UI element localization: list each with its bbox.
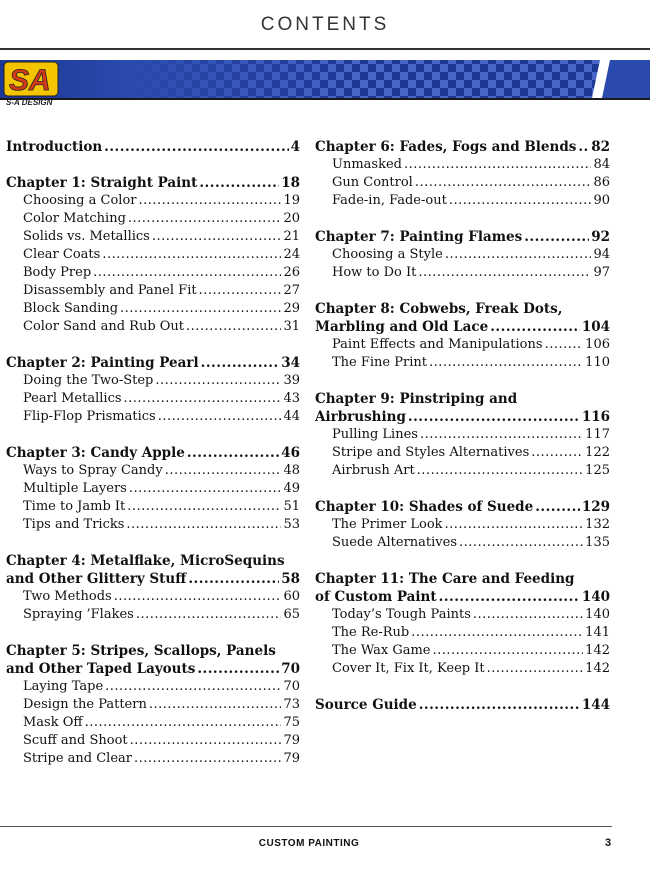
toc-page: 90 [593,193,610,208]
toc-entry[interactable] [6,516,300,534]
leader-dots [138,192,281,210]
toc-page: 135 [585,535,610,550]
leader-dots [129,480,282,498]
toc-label: Pulling Lines [332,427,418,442]
toc-page: 97 [593,265,610,280]
leader-dots [128,210,282,228]
leader-dots [130,732,282,750]
toc-label: Cover It, Fix It, Keep It [332,661,485,676]
toc-label: The Wax Game [332,643,431,658]
toc-label: Laying Tape [23,679,104,694]
toc-left-column [6,138,300,768]
toc-chapter-8-line1[interactable]: Chapter 8: Cobwebs, Freak Dots, [315,301,563,317]
toc-entry[interactable] [315,660,610,678]
leader-dots [445,246,592,264]
toc-label: Stripe and Styles Alternatives [332,445,530,460]
toc-chapter-8[interactable] [315,318,610,336]
leader-dots [445,516,584,534]
leader-dots [419,696,580,714]
toc-label: Today’s Tough Paints [332,607,471,622]
leader-dots [432,642,583,660]
toc-label: and Other Taped Layouts [6,661,196,677]
toc-page: 94 [593,247,610,262]
toc-label: Clear Coats [23,247,101,262]
toc-label: Unmasked [332,157,402,172]
toc-label: Solids vs. Metallics [23,229,150,244]
toc-page: 31 [283,319,300,334]
toc-label: and Other Glittery Stuff [6,571,187,587]
toc-entry[interactable] [6,462,300,480]
toc-chapter-4[interactable] [6,570,300,588]
leader-dots [418,264,591,282]
leader-dots [93,264,281,282]
toc-entry[interactable] [6,264,300,282]
leader-dots [85,714,282,732]
leader-dots [155,372,281,390]
toc-label: Disassembly and Panel Fit [23,283,197,298]
toc-page: 19 [283,193,300,208]
logo-text: SA [9,64,51,97]
toc-label: Two Methods [23,589,112,604]
toc-label: How to Do It [332,265,417,280]
toc-entry[interactable] [6,678,300,696]
leader-dots [487,660,584,678]
leader-dots [165,462,282,480]
toc-chapter-11-line1[interactable]: Chapter 11: The Care and Feeding [315,571,575,587]
toc-entry[interactable] [315,462,610,480]
toc-label: Choosing a Style [332,247,443,262]
toc-label: Multiple Layers [23,481,127,496]
leader-dots [490,318,580,336]
toc-entry[interactable] [315,246,610,264]
footer-rule [0,826,612,827]
leader-dots [531,444,583,462]
toc-entry[interactable] [315,516,610,534]
toc-page: 70 [281,661,300,677]
toc-entry[interactable] [6,300,300,318]
leader-dots [524,228,589,246]
leader-dots [545,336,584,354]
toc-label: of Custom Paint [315,589,437,605]
toc-page: 44 [283,409,300,424]
toc-entry[interactable] [315,606,610,624]
toc-entry[interactable] [315,354,610,372]
leader-dots [201,354,280,372]
toc-label: Airbrush Art [332,463,415,478]
toc-label: Gun Control [332,175,413,190]
toc-entry[interactable] [6,390,300,408]
toc-entry[interactable] [6,480,300,498]
toc-label: Block Sanding [23,301,119,316]
toc-chapter-2[interactable] [6,354,300,372]
toc-page: 53 [283,517,300,532]
toc-page: 116 [581,409,610,425]
leader-dots [459,534,583,552]
toc-page: 49 [283,481,300,496]
header-rule [0,48,650,50]
toc-entry[interactable] [6,372,300,390]
leader-dots [199,174,279,192]
toc-chapter-11[interactable] [315,588,610,606]
toc-entry[interactable] [6,588,300,606]
toc-page: 122 [585,445,610,460]
toc-entry[interactable] [6,732,300,750]
toc-label: Chapter 2: Painting Pearl [6,355,199,371]
toc-page: 79 [283,733,300,748]
toc-label: Chapter 1: Straight Paint [6,175,198,191]
toc-label: Chapter 10: Shades of Suede [315,499,534,515]
toc-entry[interactable] [315,534,610,552]
toc-entry[interactable] [6,498,300,516]
leader-dots [420,426,583,444]
toc-label: Design the Pattern [23,697,147,712]
toc-chapter-3[interactable] [6,444,300,462]
toc-page: 84 [593,157,610,172]
leader-dots [417,462,584,480]
leader-dots [102,246,281,264]
toc-chapter-9[interactable] [315,408,610,426]
toc-entry[interactable] [6,750,300,768]
toc-label: Color Sand and Rub Out [23,319,185,334]
toc-chapter-5[interactable] [6,660,300,678]
toc-page: 144 [581,697,610,713]
toc-page: 117 [585,427,610,442]
toc-page: 65 [283,607,300,622]
toc-label: Chapter 7: Painting Flames [315,229,523,245]
toc-page: 29 [283,301,300,316]
toc-page: 27 [283,283,300,298]
leader-dots [439,588,580,606]
toc-label: The Re-Rub [332,625,410,640]
toc-entry[interactable] [315,642,610,660]
toc-page: 58 [281,571,300,587]
toc-label: Choosing a Color [23,193,137,208]
sa-logo-icon [4,62,58,97]
toc-label: Ways to Spray Candy [23,463,163,478]
toc-entry[interactable] [315,156,610,174]
toc-page: 104 [581,319,610,335]
leader-dots [197,660,279,678]
leader-dots [134,750,281,768]
footer-book-title: CUSTOM PAINTING [258,838,360,849]
toc-entry[interactable] [6,192,300,210]
toc-label: Fade-in, Fade-out [332,193,447,208]
toc-label: The Fine Print [332,355,427,370]
leader-dots [136,606,282,624]
leader-dots [187,444,279,462]
toc-label: Tips and Tricks [23,517,125,532]
toc-page: 46 [281,445,300,461]
toc-label: Stripe and Clear [23,751,132,766]
toc-entry[interactable] [315,444,610,462]
toc-page: 60 [283,589,300,604]
toc-page: 18 [281,175,300,191]
leader-dots [149,696,282,714]
toc-label: Spraying ’Flakes [23,607,134,622]
toc-entry[interactable] [6,228,300,246]
toc-page: 48 [283,463,300,478]
toc-entry[interactable] [6,714,300,732]
toc-entry[interactable] [315,624,610,642]
toc-entry[interactable] [6,210,300,228]
toc-label: Doing the Two-Step [23,373,154,388]
leader-dots [158,408,282,426]
toc-page: 110 [585,355,610,370]
toc-page: 106 [585,337,610,352]
leader-dots [535,498,580,516]
toc-entry[interactable] [6,696,300,714]
toc-page: 142 [585,643,610,658]
toc-page: 82 [591,139,610,155]
toc-page: 132 [585,517,610,532]
toc-entry[interactable] [6,282,300,300]
toc-entry[interactable] [6,606,300,624]
toc-entry[interactable] [6,408,300,426]
toc-entry[interactable] [315,264,610,282]
leader-dots [408,408,580,426]
toc-chapter-7[interactable] [315,228,610,246]
leader-dots [127,498,281,516]
toc-page: 39 [283,373,300,388]
toc-page: 79 [283,751,300,766]
toc-entry[interactable] [315,174,610,192]
toc-page: 26 [283,265,300,280]
toc-page: 51 [283,499,300,514]
toc-label: Body Prep [23,265,92,280]
leader-dots [429,354,583,372]
toc-entry[interactable] [6,318,300,336]
leader-dots [152,228,282,246]
toc-page: 86 [593,175,610,190]
toc-page: 70 [283,679,300,694]
toc-label: Color Matching [23,211,126,226]
toc-page: 140 [585,607,610,622]
toc-chapter-9-line1[interactable]: Chapter 9: Pinstriping and [315,391,518,407]
toc-entry[interactable] [315,426,610,444]
leader-dots [120,300,281,318]
toc-label: Time to Jamb It [23,499,126,514]
toc-page: 21 [283,229,300,244]
leader-dots [186,318,281,336]
leader-dots [411,624,583,642]
toc-page: 73 [283,697,300,712]
toc-label: Source Guide [315,697,417,713]
toc-intro[interactable] [6,138,300,156]
toc-page: 142 [585,661,610,676]
leader-dots [105,678,281,696]
toc-label: Paint Effects and Manipulations [332,337,543,352]
toc-page: 24 [283,247,300,262]
leader-dots [415,174,592,192]
leader-dots [199,282,282,300]
leader-dots [404,156,591,174]
checkered-banner [0,56,650,104]
toc-entry[interactable] [315,192,610,210]
toc-right-column [315,138,610,714]
toc-page: 20 [283,211,300,226]
leader-dots [449,192,592,210]
toc-label: Scuff and Shoot [23,733,128,748]
toc-page: 129 [581,499,610,515]
logo-subtext: S-A DESIGN [6,98,53,107]
leader-dots [114,588,282,606]
toc-label: Pearl Metallics [23,391,122,406]
page-header-title: CONTENTS [260,14,390,35]
leader-dots [104,138,288,156]
toc-page: 75 [283,715,300,730]
toc-label: Introduction [6,139,103,155]
toc-chapter-4-line1[interactable]: Chapter 4: Metalflake, MicroSequins [6,553,285,569]
toc-label: Marbling and Old Lace [315,319,489,335]
footer-page-number: 3 [605,837,612,849]
leader-dots [124,390,282,408]
leader-dots [578,138,589,156]
toc-page: 4 [290,139,300,155]
toc-page: 141 [585,625,610,640]
toc-page: 43 [283,391,300,406]
toc-source-guide[interactable] [315,696,610,714]
toc-chapter-10[interactable] [315,498,610,516]
leader-dots [473,606,583,624]
toc-label: Mask Off [23,715,83,730]
toc-chapter-6[interactable] [315,138,610,156]
toc-label: Chapter 3: Candy Apple [6,445,185,461]
toc-chapter-5-line1[interactable]: Chapter 5: Stripes, Scallops, Panels [6,643,276,659]
toc-label: The Primer Look [332,517,443,532]
toc-chapter-1[interactable] [6,174,300,192]
toc-page: 140 [581,589,610,605]
toc-entry[interactable] [315,336,610,354]
toc-label: Suede Alternatives [332,535,458,550]
toc-label: Airbrushing [315,409,406,425]
toc-label: Chapter 6: Fades, Fogs and Blends [315,139,577,155]
toc-page: 125 [585,463,610,478]
toc-page: 34 [281,355,300,371]
leader-dots [126,516,281,534]
toc-label: Flip-Flop Prismatics [23,409,156,424]
leader-dots [188,570,279,588]
toc-entry[interactable] [6,246,300,264]
toc-page: 92 [591,229,610,245]
